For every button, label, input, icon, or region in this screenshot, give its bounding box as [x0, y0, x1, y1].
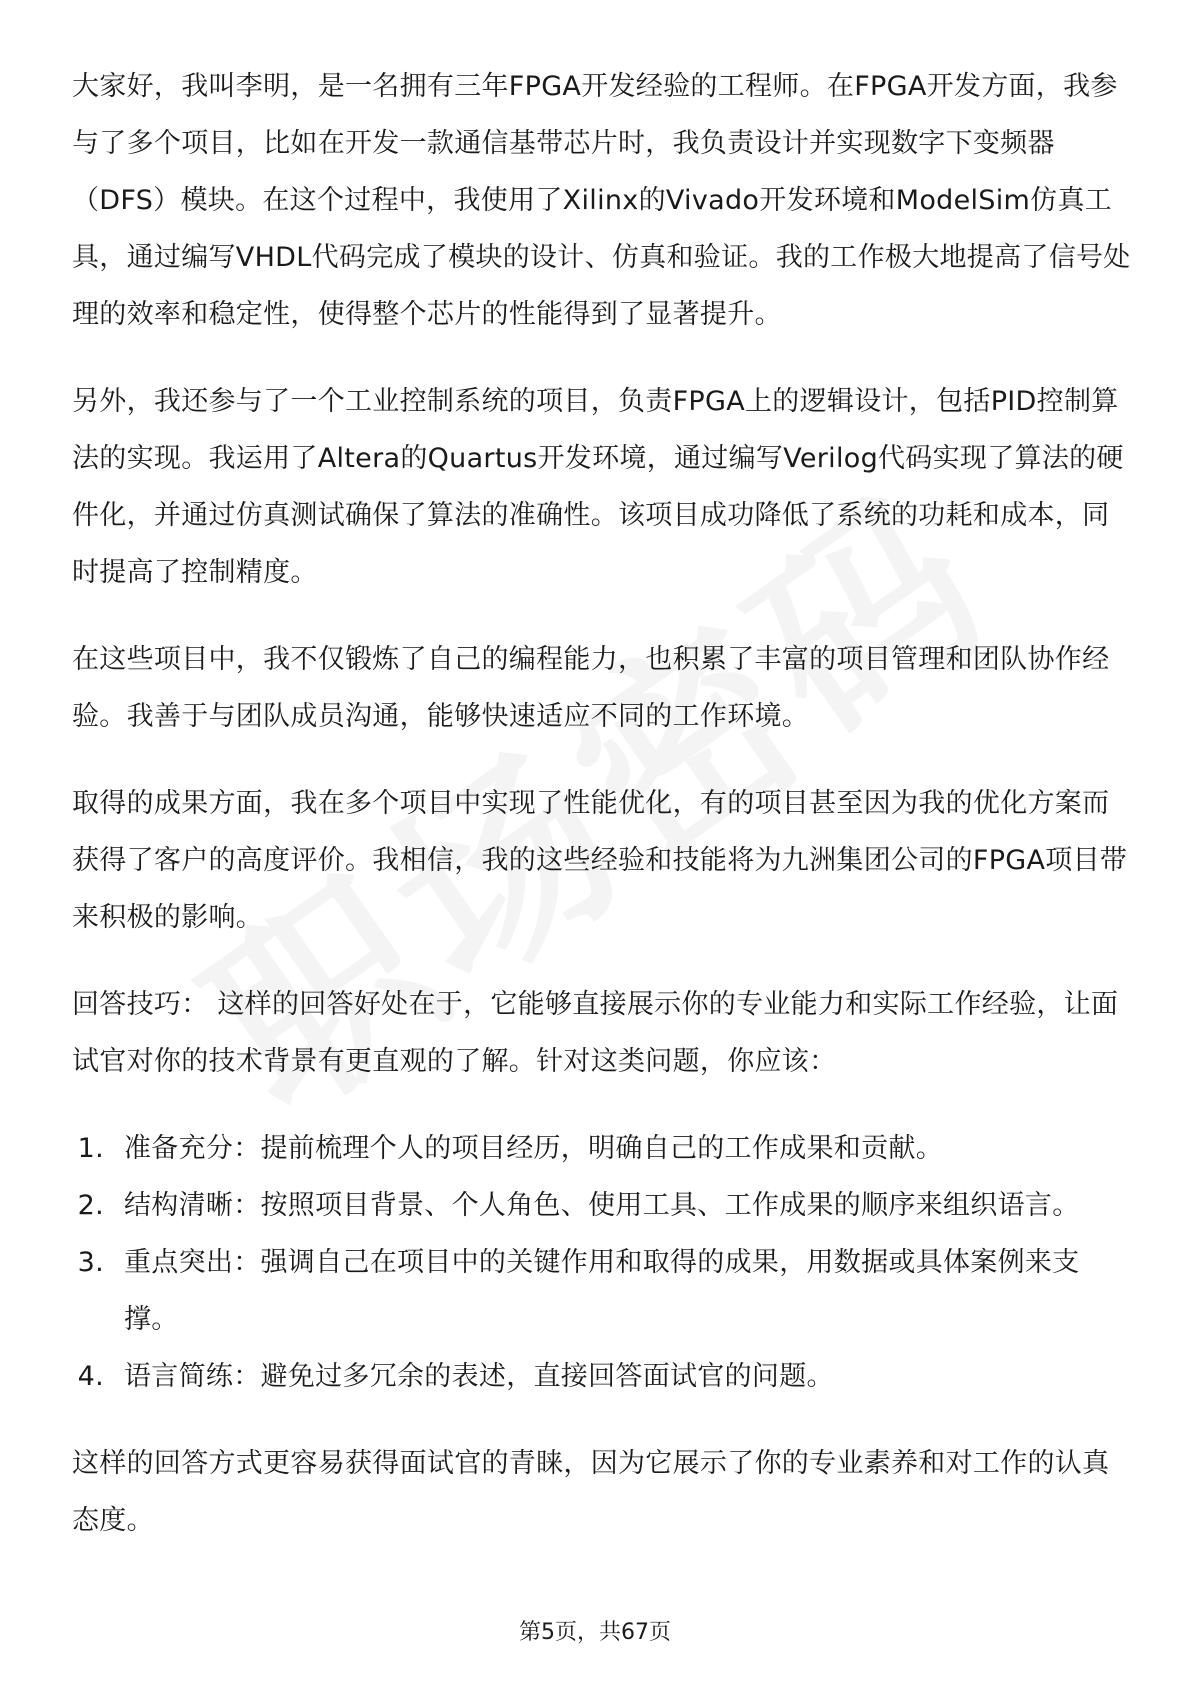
paragraph-closing: 这样的回答方式更容易获得面试官的青睐，因为它展示了你的专业素养和对工作的认真态度。	[72, 1448, 1110, 1536]
list-text: 准备充分：提前梳理个人的项目经历，明确自己的工作成果和贡献。	[124, 1133, 943, 1164]
paragraph-intro: 大家好，我叫李明，是一名拥有三年FPGA开发经验的工程师。在FPGA开发方面，我参与了多个项目，比如在开发一款通信基带芯片时，我负责设计并实现数字下变频器（DFS）模块。在这个过程中，我使用了Xilinx的Vivado开发环境和ModelSim仿真工具，通过编写VHDL代码完成了模块的设计、仿真和验证。我的工作极大地提高了信号处理的效率和稳定性，使得整个芯片的性能得到了显著提升。	[72, 71, 1131, 330]
list-item	[72, 1234, 1132, 1348]
list-number: 1.	[77, 1133, 104, 1164]
list-number: 3.	[77, 1247, 104, 1278]
tips-list	[72, 1120, 1132, 1405]
list-item	[72, 1177, 1132, 1234]
document-body	[72, 58, 1132, 1579]
paragraph-experience: 在这些项目中，我不仅锻炼了自己的编程能力，也积累了丰富的项目管理和团队协作经验。我善于与团队成员沟通，能够快速适应不同的工作环境。	[72, 644, 1110, 732]
list-item	[72, 1348, 1132, 1405]
list-number: 4.	[77, 1361, 104, 1392]
list-text: 重点突出：强调自己在项目中的关键作用和取得的成果，用数据或具体案例来支撑。	[124, 1247, 1080, 1335]
list-text: 结构清晰：按照项目背景、个人角色、使用工具、工作成果的顺序来组织语言。	[124, 1190, 1080, 1221]
list-number: 2.	[77, 1190, 104, 1221]
paragraph-achievements: 取得的成果方面，我在多个项目中实现了性能优化，有的项目甚至因为我的优化方案而获得了客户的高度评价。我相信，我的这些经验和技能将为九洲集团公司的FPGA项目带来积极的影响。	[72, 788, 1128, 933]
paragraph-industrial-project: 另外，我还参与了一个工业控制系统的项目，负责FPGA上的逻辑设计，包括PID控制算法的实现。我运用了Altera的Quartus开发环境，通过编写Verilog代码实现了算法的硬件化，并通过仿真测试确保了算法的准确性。该项目成功降低了系统的功耗和成本，同时提高了控制精度。	[72, 386, 1124, 588]
paragraph-answer-tips: 回答技巧： 这样的回答好处在于，它能够直接展示你的专业能力和实际工作经验，让面试官对你的技术背景有更直观的了解。针对这类问题，你应该：	[72, 989, 1119, 1077]
list-item	[72, 1120, 1132, 1177]
page-number: 第5页，共67页	[519, 1620, 671, 1645]
list-text: 语言简练：避免过多冗余的表述，直接回答面试官的问题。	[124, 1361, 834, 1392]
